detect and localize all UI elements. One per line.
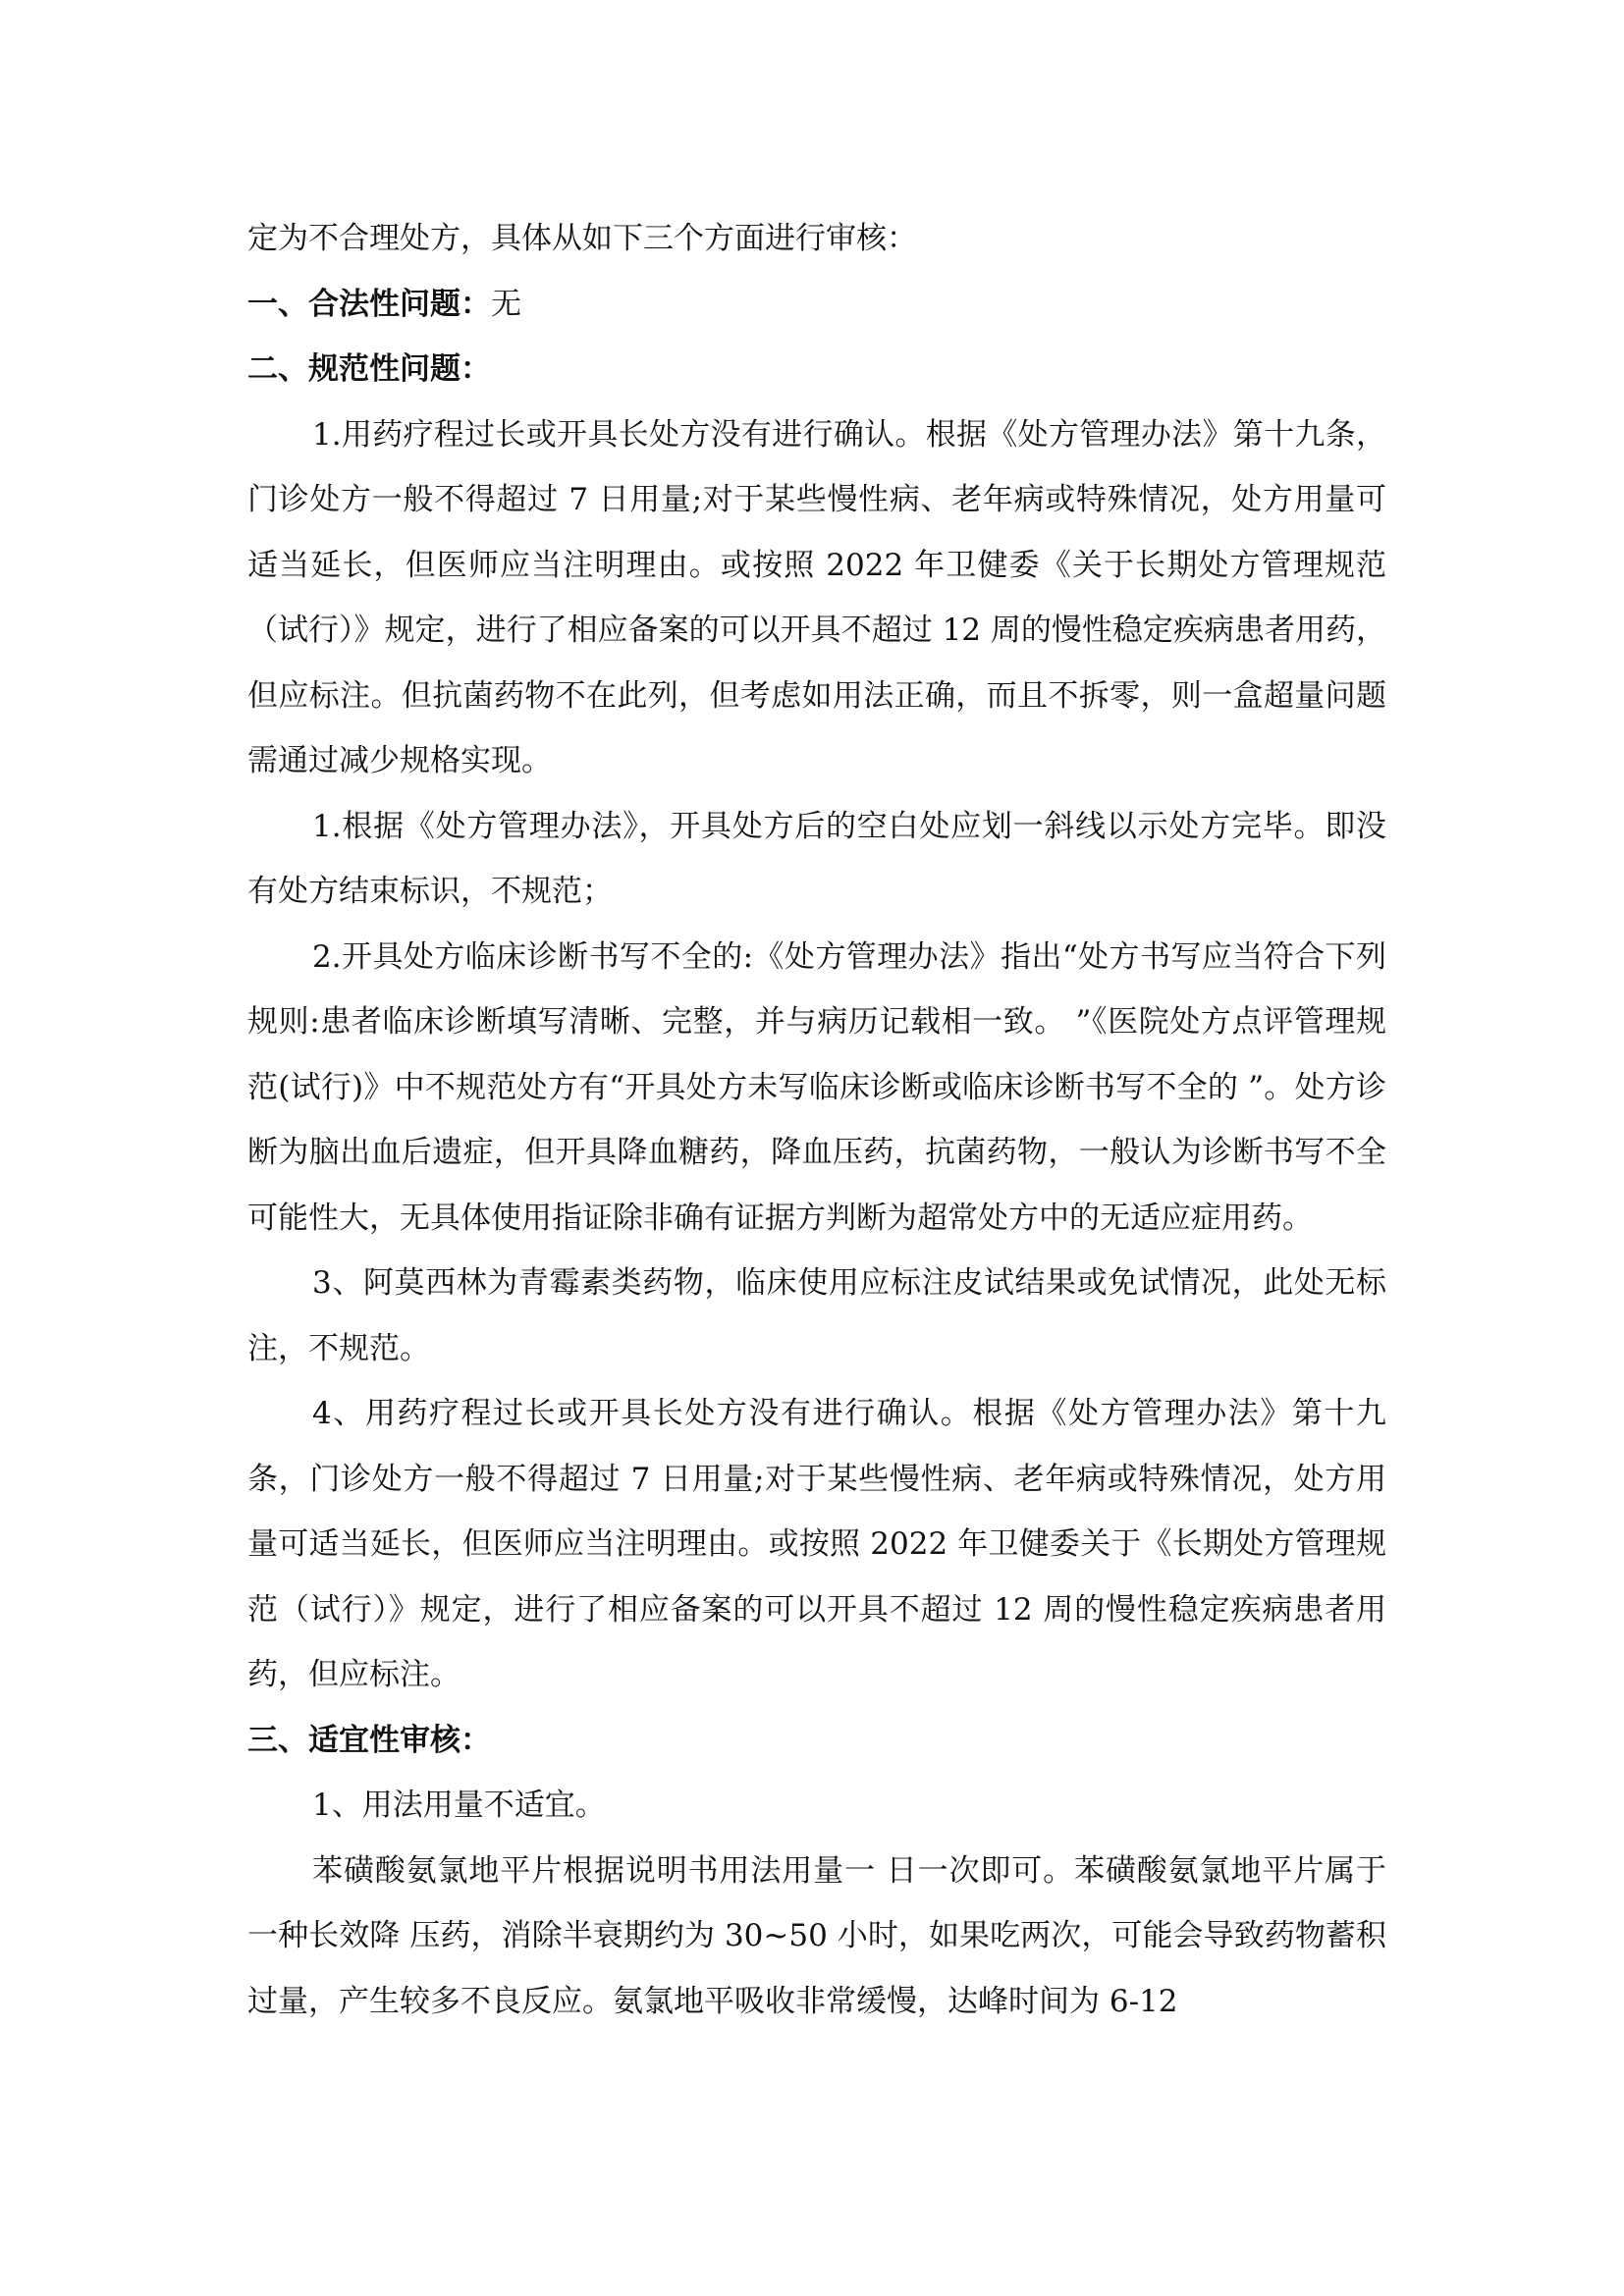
intro-line: 定为不合理处方，具体从如下三个方面进行审核： bbox=[247, 221, 917, 256]
normativity-item-5: 4、用药疗程过长或开具长处方没有进行确认。根据《处方管理办法》第十九条，门诊处方一般不得超过 7 日用量;对于某些慢性病、老年病或特殊情况，处方用量可适当延长，但医师应当注明理由。或按照 2022 年卫健委关于《长期处方管理规范（试行）》规定，进行了相应备案的可以开具不超过 12 周的慢性稳定疾病患者用药，但应标注。 bbox=[247, 1396, 1386, 1692]
section-legality-heading: 一、合法性问题： bbox=[247, 286, 491, 322]
normativity-item-3: 2.开具处方临床诊断书写不全的:《处方管理办法》指出“处方书写应当符合下列规则:患者临床诊断填写清晰、完整，并与病历记载相一致。 ”《医院处方点评管理规范(试行)》中不规范处方有“开具处方未写临床诊断或临床诊断书写不全的 ”。处方诊断为脑出血后遗症，但开具降血糖药，降血压药，抗菌药物，一般认为诊断书写不全可能性大，无具体使用指证除非确有证据方判断为超常处方中的无适应症用药。 bbox=[247, 938, 1386, 1236]
suitability-item-2: 苯磺酸氨氯地平片根据说明书用法用量一 日一次即可。苯磺酸氨氯地平片属于一种长效降 压药，消除半衰期约为 30~50 小时，如果吃两次，可能会导致药物蓄积过量，产生较多不良反应。氨氯地平吸收非常缓慢，达峰时间为 6-12 bbox=[247, 1852, 1386, 2019]
section-suitability-heading: 三、适宜性审核： bbox=[247, 1722, 491, 1758]
document-page bbox=[247, 206, 1386, 2034]
normativity-item-2: 1.根据《处方管理办法》，开具处方后的空白处应划一斜线以示处方完毕。即没有处方结束标识，不规范； bbox=[247, 808, 1386, 909]
section-legality bbox=[247, 272, 1386, 338]
normativity-item-1: 1.用药疗程过长或开具长处方没有进行确认。根据《处方管理办法》第十九条，门诊处方一般不得超过 7 日用量;对于某些慢性病、老年病或特殊情况，处方用量可适当延长，但医师应当注明理由。或按照 2022 年卫健委《关于长期处方管理规范（试行）》规定，进行了相应备案的可以开具不超过 12 周的慢性稳定疾病患者用药，但应标注。但抗菌药物不在此列，但考虑如用法正确，而且不拆零，则一盒超量问题需通过减少规格实现。 bbox=[247, 416, 1386, 778]
suitability-item-1: 1、用法用量不适宜。 bbox=[312, 1788, 606, 1823]
section-normativity-heading: 二、规范性问题： bbox=[247, 351, 491, 387]
section-legality-value: 无 bbox=[491, 286, 521, 322]
normativity-item-4: 3、阿莫西林为青霉素类药物，临床使用应标注皮试结果或免试情况，此处无标注，不规范。 bbox=[247, 1265, 1386, 1366]
